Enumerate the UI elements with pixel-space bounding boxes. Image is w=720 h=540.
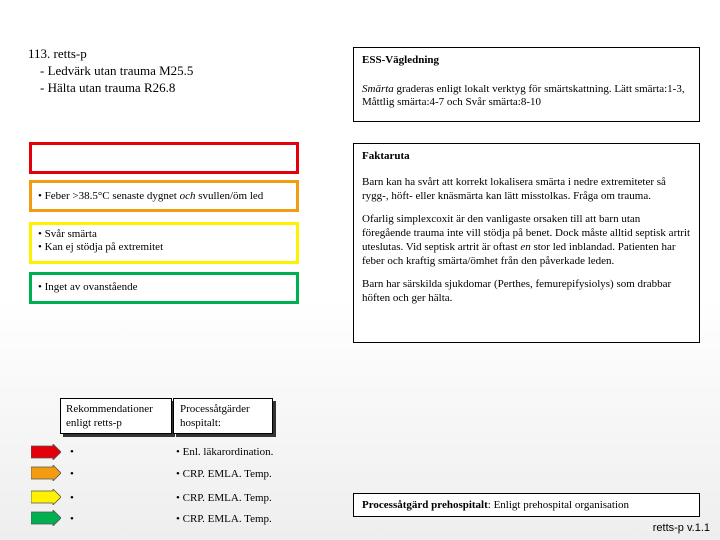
ess-text: [362, 83, 685, 108]
table-row-red: [0, 445, 720, 459]
diagnosis-line-1: - Ledvärk utan trauma M25.5: [40, 63, 194, 78]
orange-text-italic: och: [179, 190, 196, 202]
triage-orange-box: [29, 180, 299, 212]
fact-p2-italic: en: [520, 241, 531, 253]
fact-box: [353, 143, 700, 343]
orange-text-pre: Feber >38.5°C senaste dygnet: [44, 190, 180, 202]
triage-orange-item: [38, 190, 263, 202]
fact-paragraph-2: [362, 212, 691, 268]
hospital-procedures-header: Processåtgärder hospitalt:: [173, 398, 273, 434]
orange-text-post: svullen/öm led: [195, 190, 264, 202]
prehospital-text: : Enligt prehospital organisation: [487, 499, 630, 511]
prehospital-label: Processåtgärd prehospitalt: [362, 499, 488, 511]
fact-paragraph-3: Barn har särskilda sjukdomar (Perthes, femurepifysiolys) som drabbar höften och ger hälta.: [362, 278, 672, 304]
proc-text-green: • CRP. EMLA. Temp.: [176, 512, 272, 526]
rec-bullet: •: [70, 492, 74, 504]
recommendations-header: Rekommendationer enligt retts-p: [60, 398, 172, 434]
proc-text-red: • Enl. läkarordination.: [176, 445, 273, 459]
triage-yellow-box: [29, 222, 299, 264]
triage-yellow-item-2: • Kan ej stödja på extremitet: [38, 241, 290, 254]
rec-bullet: •: [70, 468, 74, 480]
fact-p2-pre: Ofarlig simplexcoxit är den vanligaste orsaken till att barn utan föregående trauma inte vill stödja på benet. Dock måste alltid septisk artrit uteslutas. Vid septisk artrit är oftast: [362, 213, 691, 253]
ess-italic: Smärta: [362, 83, 394, 95]
ess-body: graderas enligt lokalt verktyg för smärtskattning. Lätt smärta:1-3, Måttlig smärta:4-7 och Svår smärta:8-10: [362, 83, 685, 108]
prehospital-box: [353, 493, 700, 517]
triage-yellow-item-1: • Svår smärta: [38, 228, 290, 241]
ess-guidance-box: [353, 47, 700, 122]
triage-green-item: • Inget av ovanstående: [38, 281, 137, 293]
ess-title: ESS-Vägledning: [362, 54, 440, 66]
table-row-orange: [0, 467, 720, 481]
rec-bullet: •: [70, 446, 74, 458]
triage-red-box: [29, 142, 299, 174]
header: [28, 45, 328, 96]
triage-green-box: [29, 272, 299, 304]
fact-p2-post: stor led inblandad. Patienten har feber och kraftig smärta/ömhet från den påverkade leden.: [362, 241, 676, 267]
fact-title: Faktaruta: [362, 150, 410, 162]
fact-paragraph-1: Barn kan ha svårt att korrekt lokalisera smärta i nedre extremiteter så rygg-, höft- eller knäsmärta kan lätt misstolkas. Fråga om trauma.: [362, 176, 666, 202]
page-title: 113. retts-p: [28, 46, 87, 61]
proc-text-yellow: • CRP. EMLA. Temp.: [176, 491, 272, 505]
rec-bullet: •: [70, 513, 74, 525]
proc-text-orange: • CRP. EMLA. Temp.: [176, 467, 272, 481]
diagnosis-line-2: - Hälta utan trauma R26.8: [40, 80, 176, 95]
version-label: retts-p v.1.1: [652, 522, 710, 534]
